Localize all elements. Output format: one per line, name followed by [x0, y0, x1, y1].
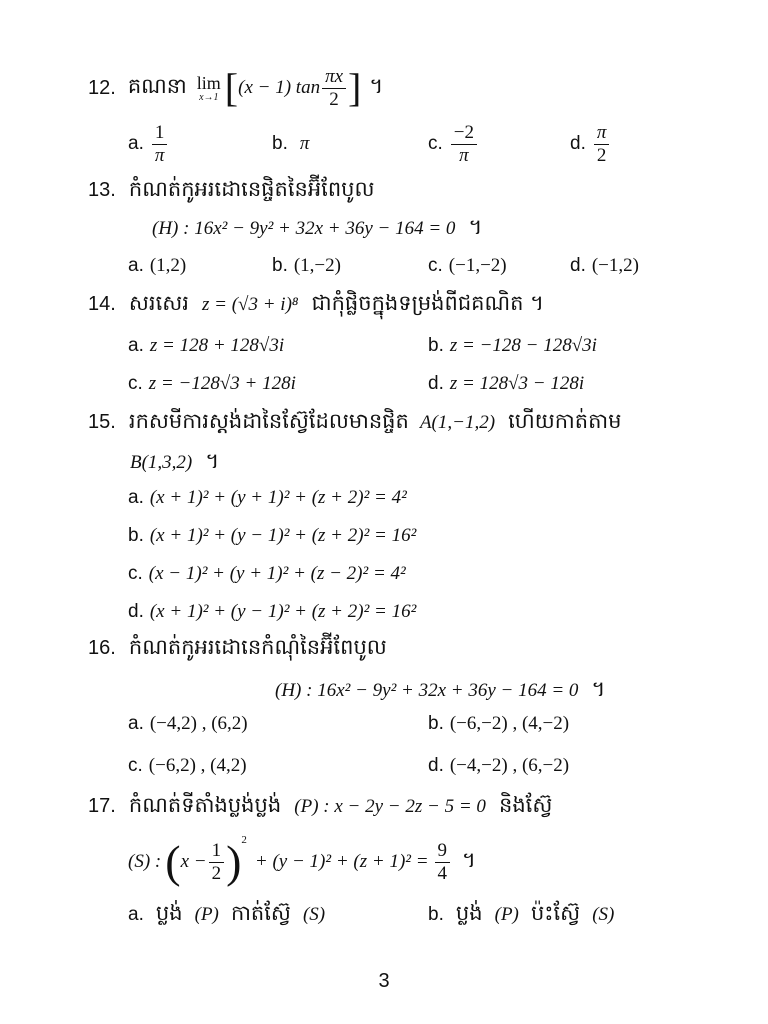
q17-stem-line: [88, 792, 552, 823]
q15-point-b: B(1,3,2): [130, 452, 193, 473]
q12-option-b[interactable]: b. π: [272, 133, 310, 154]
q13-number: 13.: [88, 179, 116, 201]
q15-option-a[interactable]: a. (x + 1)² + (y + 1)² + (z + 2)² = 4²: [128, 487, 407, 508]
q16-equation-line: (H) : 16x² − 9y² + 32x + 36y − 164 = 0 ។: [275, 677, 606, 701]
q17-stem: កំណត់ទីតាំងប្លង់ប្លង់: [128, 793, 282, 817]
q17-option-b[interactable]: b. ប្លង់ (P) ប៉ះស្វ៊ែ (S): [428, 901, 615, 925]
q14-stem: សរសេរ: [128, 291, 189, 315]
q15-stem-line-2: B(1,3,2) ។: [130, 449, 220, 473]
q13-option-a[interactable]: a. (1,2): [128, 255, 187, 276]
q14-stem-line: [88, 290, 544, 321]
q16-option-c[interactable]: c. (−6,2) , (4,2): [128, 755, 247, 776]
q13-option-d[interactable]: d. (−1,2): [570, 255, 639, 276]
q17-sphere-line: (S) : ( x − $\frac{1}{2}$ ) 2 + (y − 1)² + (z + 1)² = $\frac{9}{4}$ ។: [128, 834, 476, 887]
q12-limit: lim x→1: [196, 72, 221, 103]
q17-number: 17.: [88, 795, 116, 817]
q16-stem: កំណត់កូអរដោនេកំណុំនៃអ៊ីពែបូល: [128, 635, 387, 659]
q15-option-d[interactable]: d. (x + 1)² + (y − 1)² + (z + 2)² = 16²: [128, 601, 417, 622]
q17-plane: (P) : x − 2y − 2z − 5 = 0: [294, 796, 486, 817]
q15-option-c[interactable]: c. (x − 1)² + (y + 1)² + (z − 2)² = 4²: [128, 563, 406, 584]
q15-point-a: A(1,−1,2): [419, 412, 496, 433]
q15-stem-continued: ហើយកាត់តាម: [508, 409, 622, 433]
q12-fraction: $\frac{\pi x}{2}$: [322, 66, 346, 111]
q12-stem-line: 12. គណនា lim x→1 [ (x − 1) tan $\frac{\pi x}{2}$ ] ។: [88, 65, 384, 110]
q13-equation: (H) : 16x² − 9y² + 32x + 36y − 164 = 0: [152, 218, 456, 239]
q15-option-b[interactable]: b. (x + 1)² + (y − 1)² + (z + 2)² = 16²: [128, 525, 417, 546]
q14-number: 14.: [88, 293, 116, 315]
q12-option-a[interactable]: a. $\frac{1}{\pi}$: [128, 122, 169, 167]
q14-option-b[interactable]: b. z = −128 − 128√3i: [428, 335, 597, 356]
q12-option-c[interactable]: c. $\frac{-2}{\pi}$: [428, 122, 479, 167]
q13-option-b[interactable]: b. (1,−2): [272, 255, 341, 276]
q12-stem: គណនា: [127, 73, 187, 98]
q13-stem: កំណត់កូអរដោនេផ្ចិតនៃអ៊ីពែបូល: [128, 177, 375, 201]
q12-number: 12.: [88, 76, 116, 99]
q13-stem-line: [88, 176, 375, 207]
q17-option-a[interactable]: a. ប្លង់ (P) កាត់ស្វ៊ែ (S): [128, 901, 326, 925]
q15-stem: រកសមីការស្តង់ដានៃស្វ៊ែដែលមានផ្ចិត: [128, 409, 409, 433]
q16-option-a[interactable]: a. (−4,2) , (6,2): [128, 713, 248, 734]
q16-option-d[interactable]: d. (−4,−2) , (6,−2): [428, 755, 570, 776]
q16-stem-line: [88, 634, 387, 665]
q13-equation-line: (H) : 16x² − 9y² + 32x + 36y − 164 = 0 ។: [152, 215, 483, 239]
q14-option-a[interactable]: a. z = 128 + 128√3i: [128, 335, 285, 356]
q12-option-d[interactable]: d. $\frac{\pi}{2}$: [570, 122, 611, 167]
q14-option-d[interactable]: d. z = 128√3 − 128i: [428, 373, 585, 394]
page-number: 3: [378, 970, 390, 992]
q16-equation: (H) : 16x² − 9y² + 32x + 36y − 164 = 0: [275, 680, 579, 701]
q16-option-b[interactable]: b. (−6,−2) , (4,−2): [428, 713, 570, 734]
q16-number: 16.: [88, 637, 116, 659]
q12-expr-left: (x − 1) tan: [238, 77, 321, 98]
q14-expression: z = (√3 + i)⁸: [202, 294, 299, 315]
q12-end-mark: ។: [369, 73, 384, 98]
q13-option-c[interactable]: c. (−1,−2): [428, 255, 507, 276]
q15-stem-line: [88, 408, 621, 439]
q14-option-c[interactable]: c. z = −128√3 + 128i: [128, 373, 296, 394]
q14-stem-continued: ជាកុំផ្លិចក្នុងទម្រង់ពីជគណិត ។: [311, 291, 544, 315]
q15-number: 15.: [88, 411, 116, 433]
q17-stem-continued: និងស្វ៊ែ: [499, 793, 553, 817]
